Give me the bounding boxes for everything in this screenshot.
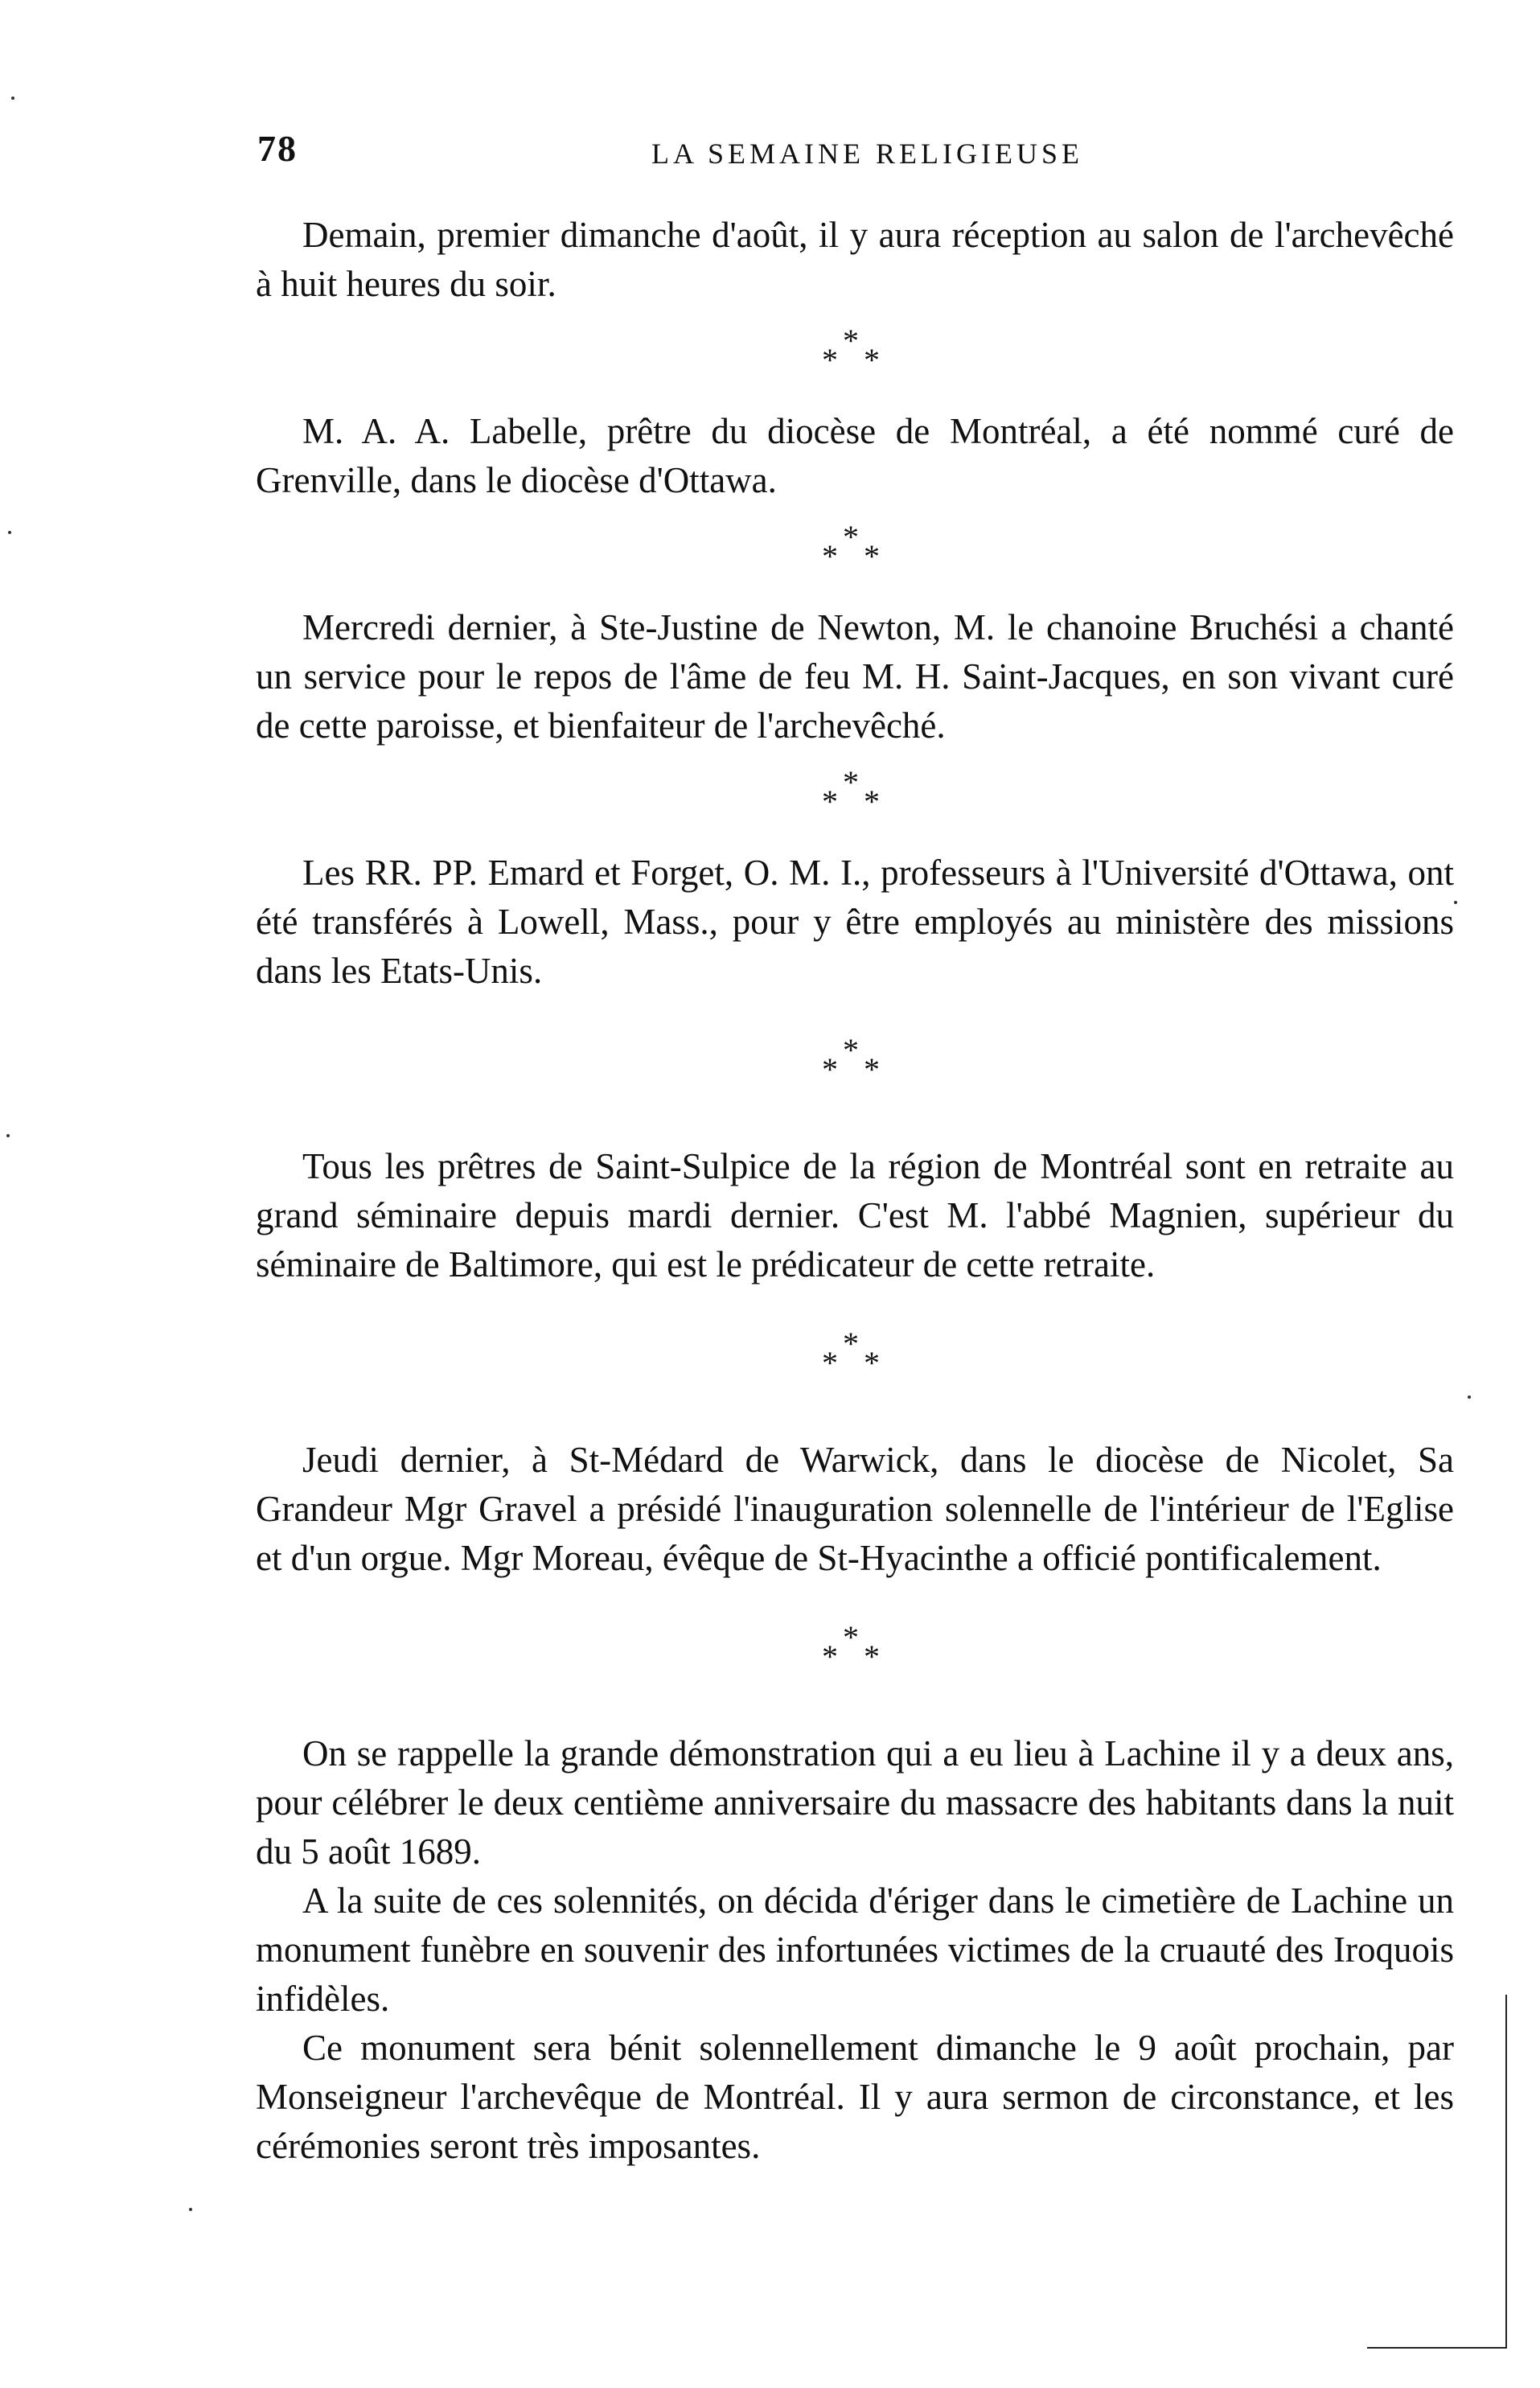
paragraph-reception: Demain, premier dimanche d'août, il y aura réception au salon de l'archevêché à huit heures du soir. bbox=[256, 215, 1454, 304]
asterism-star: * bbox=[843, 323, 859, 359]
running-head bbox=[257, 127, 1464, 183]
scan-speck bbox=[1454, 901, 1457, 904]
paragraph-monument-blessing: Ce monument sera bénit solennellement dimanche le 9 août prochain, par Monseigneur l'archevêque de Montréal. Il y aura sermon de circonstance, et les cérémonies seront très imposantes. bbox=[256, 2028, 1454, 2166]
page-number: 78 bbox=[257, 128, 298, 169]
asterism-separator bbox=[256, 1583, 1454, 1729]
asterism-star: * bbox=[822, 1638, 838, 1675]
scan-speck bbox=[8, 531, 11, 534]
asterism-star: * bbox=[843, 1619, 859, 1655]
asterism-star: * bbox=[843, 1032, 859, 1068]
page-body bbox=[256, 211, 1454, 2171]
asterism-star: * bbox=[864, 1051, 880, 1087]
asterism-star: * bbox=[864, 783, 880, 820]
page-edge-rule bbox=[1505, 1995, 1507, 2349]
paragraph-monument-decision: A la suite de ces solennités, on décida d'ériger dans le cimetière de Lachine un monument funèbre en souvenir des infortunées victimes de la cruauté des Iroquois infidèles. bbox=[256, 1880, 1454, 2019]
asterism-separator bbox=[256, 309, 1454, 407]
asterism-star: * bbox=[822, 342, 838, 378]
paragraph-warwick: Jeudi dernier, à St-Médard de Warwick, dans le diocèse de Nicolet, Sa Grandeur Mgr Gravel a présidé l'inauguration solennelle de l'intérieur de l'Eglise et d'un orgue. Mgr Moreau, évêque de St-Hyacinthe a officié pontificalement. bbox=[256, 1440, 1454, 1578]
paragraph-emard-forget: Les RR. PP. Emard et Forget, O. M. I., professeurs à l'Université d'Ottawa, ont été transférés à Lowell, Mass., pour y être employés au ministère des missions dans les Etats-Unis. bbox=[256, 853, 1454, 991]
paragraph-ste-justine: Mercredi dernier, à Ste-Justine de Newton, M. le chanoine Bruchési a chanté un service pour le repos de l'âme de feu M. H. Saint-Jacques, en son vivant curé de cette paroisse, et bienfaiteur de l'archevêché. bbox=[256, 607, 1454, 746]
asterism-star: * bbox=[864, 1638, 880, 1675]
paragraph-lachine: On se rappelle la grande démonstration qui a eu lieu à Lachine il y a deux ans, pour célébrer le deux centième anniversaire du massacre des habitants dans la nuit du 5 août 1689. bbox=[256, 1733, 1454, 1872]
scan-speck bbox=[1468, 1395, 1471, 1399]
paragraph-labelle: M. A. A. Labelle, prêtre du diocèse de Montréal, a été nommé curé de Grenville, dans le diocèse d'Ottawa. bbox=[256, 411, 1454, 500]
asterism-separator bbox=[256, 996, 1454, 1142]
asterism-star: * bbox=[864, 342, 880, 378]
asterism-star: * bbox=[822, 1051, 838, 1087]
asterism-separator bbox=[256, 1289, 1454, 1436]
asterism-separator bbox=[256, 750, 1454, 849]
journal-title: LA SEMAINE RELIGIEUSE bbox=[651, 138, 1083, 170]
asterism-star: * bbox=[843, 519, 859, 555]
asterism-separator bbox=[256, 505, 1454, 603]
asterism-star: * bbox=[843, 764, 859, 800]
scan-speck bbox=[11, 97, 14, 100]
scan-speck bbox=[6, 1134, 10, 1137]
asterism-star: * bbox=[864, 1345, 880, 1381]
asterism-star: * bbox=[822, 1345, 838, 1381]
page-edge-rule bbox=[1367, 2347, 1507, 2349]
asterism-star: * bbox=[822, 538, 838, 574]
asterism-star: * bbox=[864, 538, 880, 574]
asterism-star: * bbox=[822, 783, 838, 820]
paragraph-saint-sulpice: Tous les prêtres de Saint-Sulpice de la région de Montréal sont en retraite au grand séminaire depuis mardi dernier. C'est M. l'abbé Magnien, supérieur du séminaire de Baltimore, qui est le prédicateur de cette retraite. bbox=[256, 1146, 1454, 1284]
asterism-star: * bbox=[843, 1326, 859, 1362]
scan-speck bbox=[189, 2208, 192, 2211]
